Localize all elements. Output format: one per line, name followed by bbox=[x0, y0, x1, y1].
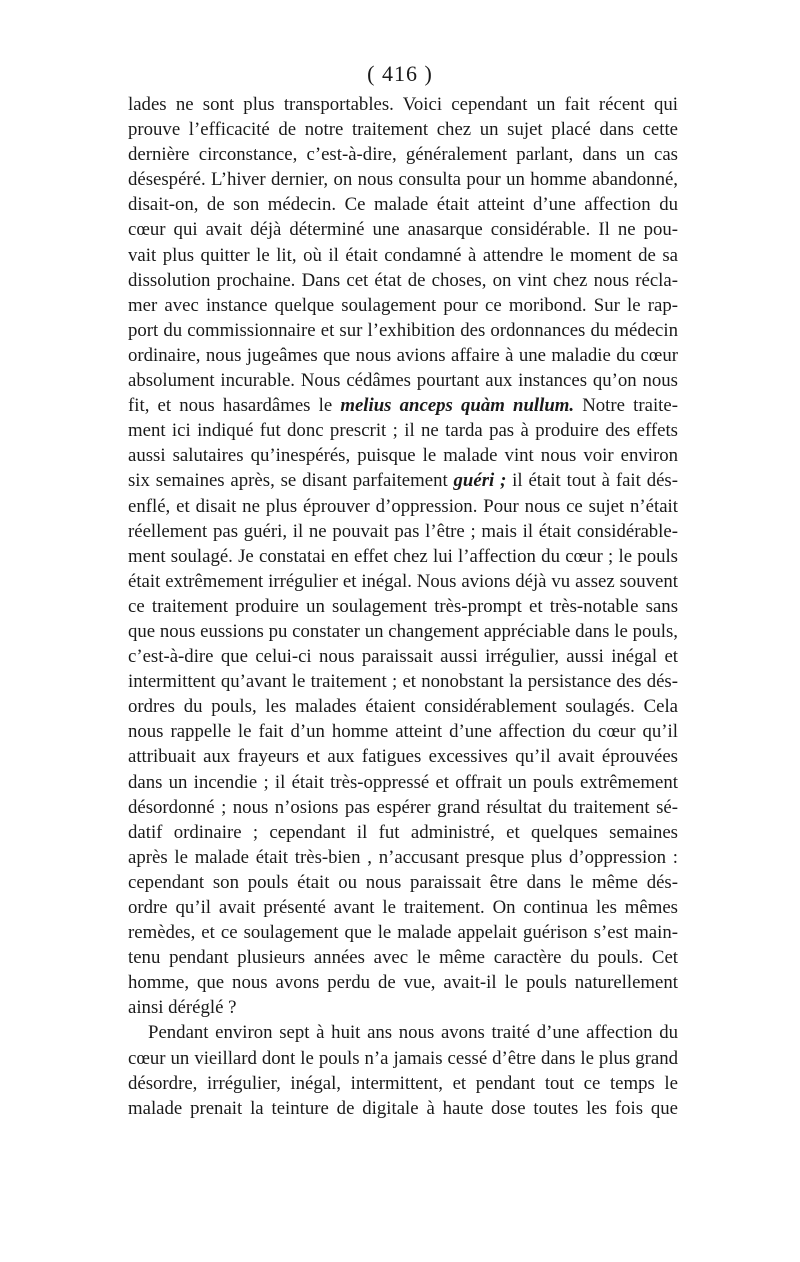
text-line: Pendant environ sept à huit ans nous avons traité d’une affection du bbox=[148, 1022, 678, 1044]
text-line-with-italic bbox=[128, 468, 678, 493]
text-segment: Notre traite- bbox=[574, 395, 678, 417]
text-line: tenu pendant plusieurs années avec le même caractère du pouls. Cet bbox=[128, 947, 678, 969]
text-segment: fit, et nous hasardâmes le bbox=[128, 395, 341, 417]
text-segment: il était tout à fait dés- bbox=[506, 470, 678, 492]
text-line: malade prenait la teinture de digitale à haute dose toutes les fois que bbox=[128, 1097, 678, 1119]
text-line: cœur un vieillard dont le pouls n’a jamais cessé d’être dans le plus grand bbox=[128, 1047, 678, 1069]
text-line: absolument incurable. Nous cédâmes pourtant aux instances qu’on nous bbox=[128, 370, 678, 392]
text-line: remèdes, et ce soulagement que le malade appelait guérison s’est main- bbox=[128, 922, 678, 944]
text-line: dans un incendie ; il était très-oppressé et offrait un pouls extrêmement bbox=[128, 771, 678, 793]
text-line: disait-on, de son médecin. Ce malade était atteint d’une affection du bbox=[128, 194, 678, 216]
text-line: mer avec instance quelque soulagement pour ce moribond. Sur le rap- bbox=[128, 294, 678, 316]
text-line-with-italic bbox=[128, 393, 678, 418]
text-line: cœur qui avait déjà déterminé une anasarque considérable. Il ne pou- bbox=[128, 219, 678, 241]
text-line: dernière circonstance, c’est-à-dire, généralement parlant, dans un cas bbox=[128, 144, 678, 166]
text-line: port du commissionnaire et sur l’exhibition des ordonnances du médecin bbox=[128, 319, 678, 341]
latin-phrase: melius anceps quàm nullum. bbox=[340, 395, 575, 417]
text-line: désordonné ; nous n’osions pas espérer grand résultat du traitement sé- bbox=[128, 796, 678, 818]
text-line: réellement pas guéri, il ne pouvait pas l’être ; mais il était considérable- bbox=[128, 520, 678, 542]
body-text bbox=[128, 92, 678, 1121]
text-line: après le malade était très-bien , n’accusant presque plus d’oppression : bbox=[128, 846, 678, 868]
text-line: ment soulagé. Je constatai en effet chez lui l’affection du cœur ; le pouls bbox=[128, 545, 678, 567]
text-line: que nous eussions pu constater un changement appréciable dans le pouls, bbox=[128, 620, 678, 642]
text-line: était extrêmement irrégulier et inégal. Nous avions déjà vu assez souvent bbox=[128, 570, 678, 592]
text-line: aussi salutaires qu’inespérés, puisque le malade vint nous voir environ bbox=[128, 445, 678, 467]
page-number: ( 416 ) bbox=[367, 61, 433, 86]
text-line: ainsi déréglé ? bbox=[128, 997, 237, 1019]
text-line: ordre qu’il avait présenté avant le traitement. On continua les mêmes bbox=[128, 897, 678, 918]
text-line: ordinaire, nous jugeâmes que nous avions affaire à une maladie du cœur bbox=[128, 344, 678, 366]
text-line: ment ici indiqué fut donc prescrit ; il ne tarda pas à produire des effets bbox=[128, 420, 678, 442]
text-line: c’est-à-dire que celui-ci nous paraissait aussi irrégulier, aussi inégal et bbox=[128, 646, 678, 668]
text-line: attribuait aux frayeurs et aux fatigues excessives qu’il avait éprouvées bbox=[128, 746, 678, 768]
text-line: nous rappelle le fait d’un homme atteint d’une affection du cœur qu’il bbox=[128, 721, 678, 743]
text-segment: six semaines après, se disant parfaitement bbox=[128, 470, 454, 492]
text-line: intermittent qu’avant le traitement ; et nonobstant la persistance des dés- bbox=[128, 671, 678, 693]
text-line: datif ordinaire ; cependant il fut administré, et quelques semaines bbox=[128, 821, 678, 843]
text-line: désespéré. L’hiver dernier, on nous consulta pour un homme abandonné, bbox=[128, 169, 678, 191]
text-line: cependant son pouls était ou nous paraissait être dans le même dés- bbox=[128, 871, 678, 893]
paragraph-1 bbox=[128, 92, 678, 1020]
text-line: vait plus quitter le lit, où il était condamné à attendre le moment de sa bbox=[128, 244, 678, 266]
text-line: prouve l’efficacité de notre traitement chez un sujet placé dans cette bbox=[128, 119, 678, 141]
text-line: ce traitement produire un soulagement très-prompt et très-notable sans bbox=[128, 595, 678, 617]
emphasized-word: guéri ; bbox=[453, 470, 507, 492]
text-line: homme, que nous avons perdu de vue, avait-il le pouls naturellement bbox=[128, 972, 678, 994]
text-line: désordre, irrégulier, inégal, intermittent, et pendant tout ce temps le bbox=[128, 1072, 678, 1094]
text-line: enflé, et disait ne plus éprouver d’oppression. Pour nous ce sujet n’était bbox=[128, 495, 678, 517]
text-line: ordres du pouls, les malades étaient considérablement soulagés. Cela bbox=[128, 696, 678, 718]
text-line: lades ne sont plus transportables. Voici cependant un fait récent qui bbox=[128, 94, 678, 115]
text-line: dissolution prochaine. Dans cet état de choses, on vint chez nous récla- bbox=[128, 269, 678, 291]
paragraph-2 bbox=[128, 1020, 678, 1120]
